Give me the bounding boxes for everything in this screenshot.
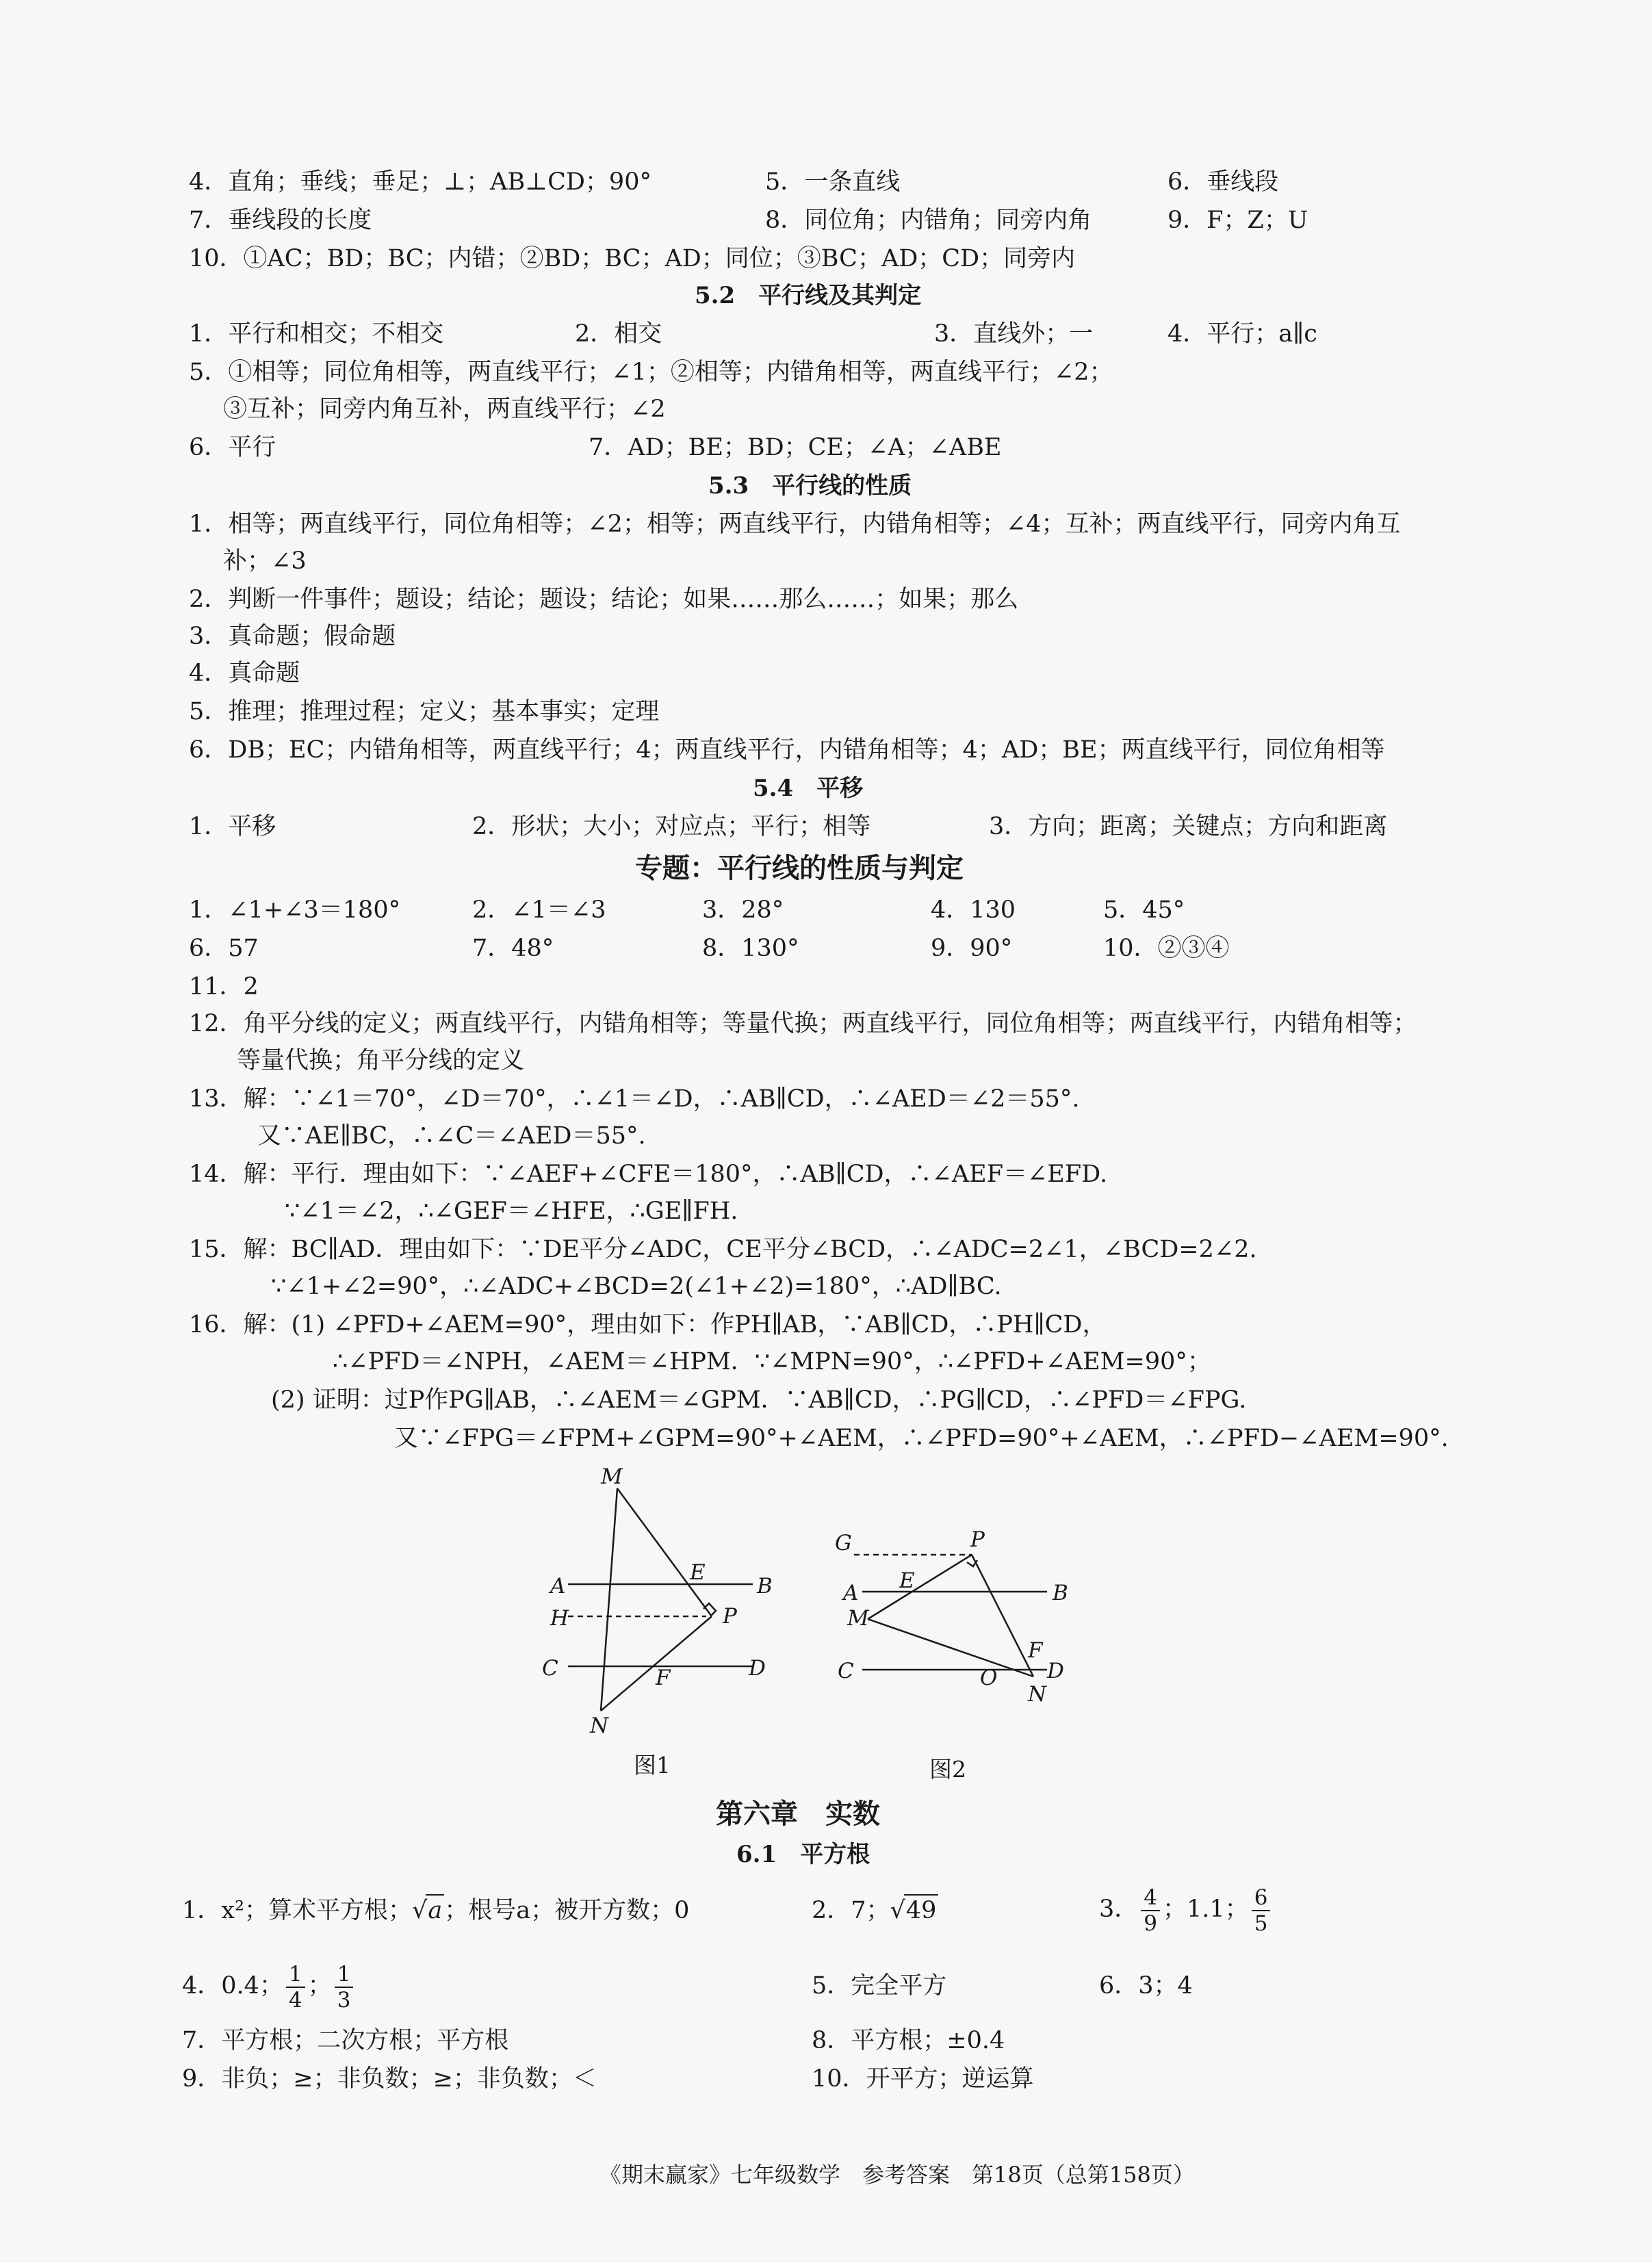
- label-m: M: [847, 1606, 869, 1631]
- answer-line: 补；∠3: [223, 547, 307, 575]
- section-heading: 6.1 平方根: [736, 1841, 870, 1868]
- answer-line: [182, 1960, 356, 2013]
- answer-line: 10．开平方；逆运算: [812, 2065, 1034, 2093]
- answer-line: 5．45°: [1103, 896, 1185, 924]
- answer-line: 8．平方根；±0.4: [812, 2027, 1005, 2054]
- label-a: A: [550, 1574, 566, 1599]
- label-e: E: [899, 1568, 915, 1593]
- answer-line: 4．直角；垂线；垂足；⊥；AB⊥CD；90°: [189, 168, 651, 196]
- answer-line: ③互补；同旁内角互补，两直线平行；∠2: [223, 396, 666, 423]
- label-n: N: [590, 1714, 609, 1738]
- answer-line: 等量代换；角平分线的定义: [237, 1047, 525, 1074]
- answer-line: 6．垂线段: [1167, 168, 1279, 196]
- label-f: F: [656, 1666, 671, 1690]
- figure-1-caption: 图1: [634, 1752, 671, 1779]
- answer-line: 3．直线外；一: [934, 320, 1094, 348]
- answer-line: 4．平行；a∥c: [1167, 320, 1317, 348]
- answer-line: ∴∠PFD＝∠NPH，∠AEM＝∠HPM．∵∠MPN=90°，∴∠PFD+∠AEM=90°；: [333, 1348, 1211, 1375]
- answer-text: ；: [307, 1972, 332, 2000]
- answer-line: 6．3；4: [1099, 1972, 1193, 2000]
- radical-sign: √: [890, 1897, 905, 1924]
- section-heading: 5.2 平行线及其判定: [695, 282, 922, 309]
- answer-line: 1．平行和相交；不相交: [189, 320, 444, 348]
- answer-line: 3．方向；距离；关键点；方向和距离: [989, 813, 1388, 840]
- answer-line: 又∵∠FPG＝∠FPM+∠GPM=90°+∠AEM，∴∠PFD=90°+∠AEM，∴∠PFD−∠AEM=90°.: [394, 1425, 1449, 1452]
- answer-line: 8．同位角；内错角；同旁内角: [765, 207, 1092, 234]
- answer-line: 4．130: [931, 896, 1016, 924]
- answer-line: 9．90°: [931, 935, 1013, 962]
- label-h: H: [550, 1606, 569, 1631]
- answer-line: 6．平行: [189, 434, 276, 461]
- answer-line: 3．28°: [702, 896, 784, 924]
- answer-line: 14．解：平行．理由如下：∵∠AEF+∠CFE＝180°，∴AB∥CD，∴∠AEF＝∠EFD.: [189, 1161, 1108, 1188]
- answer-line: (2) 证明：过P作PG∥AB，∴∠AEM＝∠GPM．∵AB∥CD，∴PG∥CD，∴∠PFD＝∠FPG.: [271, 1386, 1247, 1414]
- answer-line: 7．平方根；二次方根；平方根: [182, 2027, 509, 2054]
- denominator: 4: [288, 1987, 302, 2013]
- answer-line: 1．相等；两直线平行，同位角相等；∠2；相等；两直线平行，内错角相等；∠4；互补；两直线平行，同旁内角互: [189, 510, 1401, 538]
- line-mn: [601, 1488, 617, 1711]
- answer-line: 7．48°: [472, 935, 554, 962]
- answer-line: 7．垂线段的长度: [189, 207, 372, 234]
- answer-line: 6．DB；EC；内错角相等，两直线平行；4；两直线平行，内错角相等；4；AD；BE；两直线平行，同位角相等: [189, 736, 1385, 764]
- label-m: M: [601, 1464, 623, 1489]
- line-pm: [868, 1555, 972, 1619]
- line-mp: [617, 1488, 712, 1616]
- figure-2-diagram: [828, 1526, 1129, 1731]
- answer-line: [1099, 1883, 1273, 1936]
- answer-line: 7．AD；BE；BD；CE；∠A；∠ABE: [589, 434, 1002, 461]
- section-heading: 5.3 平行线的性质: [708, 472, 912, 500]
- answer-line: 10．①AC；BD；BC；内错；②BD；BC；AD；同位；③BC；AD；CD；同旁内: [189, 245, 1076, 272]
- answer-line: [812, 1894, 938, 1926]
- label-c: C: [542, 1656, 558, 1681]
- answer-line: 15．解：BC∥AD．理由如下：∵DE平分∠ADC，CE平分∠BCD，∴∠ADC=2∠1，∠BCD=2∠2.: [189, 1236, 1257, 1263]
- figure-1-diagram: [527, 1458, 801, 1752]
- answer-line: ∵∠1＝∠2，∴∠GEF＝∠HFE，∴GE∥FH.: [285, 1198, 738, 1225]
- fraction: [1252, 1885, 1271, 1936]
- numerator: 1: [335, 1962, 354, 1988]
- answer-text: 1．x²；算术平方根；: [182, 1897, 413, 1924]
- topic-heading: 专题：平行线的性质与判定: [635, 852, 964, 884]
- answer-line: 1．平移: [189, 813, 276, 840]
- label-g: G: [835, 1531, 852, 1555]
- radicand: 49: [904, 1894, 939, 1926]
- label-b: B: [757, 1574, 773, 1599]
- answer-text: 2．7；: [812, 1897, 890, 1924]
- answer-line: 8．130°: [702, 935, 799, 962]
- label-c: C: [838, 1659, 854, 1683]
- answer-line: 1．∠1+∠3＝180°: [189, 896, 401, 924]
- answer-line: 16．解：(1) ∠PFD+∠AEM=90°，理由如下：作PH∥AB，∵AB∥CD，∴PH∥CD，: [189, 1311, 1107, 1339]
- numerator: 4: [1141, 1885, 1160, 1911]
- answer-line: 5．完全平方: [812, 1972, 947, 2000]
- answer-text: 4．0.4；: [182, 1972, 283, 2000]
- label-e: E: [690, 1560, 706, 1585]
- answer-line: 12．角平分线的定义；两直线平行，内错角相等；等量代换；两直线平行，同位角相等；两直线平行，内错角相等；: [189, 1010, 1417, 1037]
- answer-line: 5．推理；推理过程；定义；基本事实；定理: [189, 698, 660, 725]
- label-d: D: [1047, 1659, 1064, 1683]
- fraction: [1141, 1885, 1160, 1936]
- answer-text: ；1.1；: [1163, 1896, 1249, 1923]
- label-o: O: [980, 1666, 998, 1690]
- answer-line: 3．真命题；假命题: [189, 623, 396, 650]
- answer-line: 9．F；Z；U: [1167, 207, 1308, 234]
- label-a: A: [843, 1581, 859, 1605]
- denominator: 3: [337, 1987, 351, 2013]
- radicand: a: [426, 1894, 444, 1926]
- label-n: N: [1028, 1682, 1047, 1707]
- page-footer: 《期末赢家》七年级数学 参考答案 第18页（总第158页）: [599, 2162, 1195, 2188]
- answer-line: ∵∠1+∠2=90°，∴∠ADC+∠BCD=2(∠1+∠2)=180°，∴AD∥BC.: [271, 1273, 1002, 1300]
- label-p: P: [970, 1527, 985, 1552]
- answer-line: 9．非负；≥；非负数；≥；非负数；＜: [182, 2065, 597, 2093]
- denominator: 9: [1144, 1911, 1158, 1936]
- answer-text: ；根号a；被开方数；0: [444, 1897, 690, 1924]
- answer-line: 10．②③④: [1103, 935, 1230, 962]
- label-p: P: [723, 1604, 737, 1629]
- fraction: [335, 1962, 354, 2013]
- answer-line: 2．形状；大小；对应点；平行；相等: [472, 813, 871, 840]
- figure-2-caption: 图2: [929, 1756, 966, 1783]
- denominator: 5: [1254, 1911, 1268, 1936]
- numerator: 6: [1252, 1885, 1271, 1911]
- line-np: [601, 1616, 712, 1711]
- answer-line: 2．∠1＝∠3: [472, 896, 606, 924]
- answer-line: 2．相交: [575, 320, 662, 348]
- numerator: 1: [286, 1962, 305, 1988]
- answer-line: 2．判断一件事件；题设；结论；题设；结论；如果……那么……；如果；那么: [189, 586, 1019, 613]
- answer-line: 11．2: [189, 973, 259, 1000]
- radical-sign: √: [412, 1897, 428, 1924]
- answer-line: 5．①相等；同位角相等，两直线平行；∠1；②相等；内错角相等，两直线平行；∠2；: [189, 359, 1113, 386]
- label-d: D: [749, 1656, 766, 1681]
- answer-line: 5．一条直线: [765, 168, 901, 196]
- chapter-heading: 第六章 实数: [716, 1798, 880, 1830]
- answer-line: 4．真命题: [189, 660, 300, 687]
- label-f: F: [1028, 1638, 1043, 1663]
- label-b: B: [1053, 1581, 1068, 1605]
- right-angle-mark: [967, 1560, 977, 1566]
- section-heading: 5.4 平移: [753, 775, 864, 802]
- answer-line: 6．57: [189, 935, 259, 962]
- answer-line: 又∵AE∥BC，∴∠C＝∠AED＝55°.: [257, 1122, 646, 1150]
- answer-line: 13．解：∵∠1＝70°，∠D＝70°，∴∠1＝∠D，∴AB∥CD，∴∠AED＝∠2＝55°.: [189, 1085, 1080, 1113]
- answer-text: 3．: [1099, 1896, 1139, 1923]
- fraction: [286, 1962, 305, 2013]
- answer-line: [182, 1894, 689, 1926]
